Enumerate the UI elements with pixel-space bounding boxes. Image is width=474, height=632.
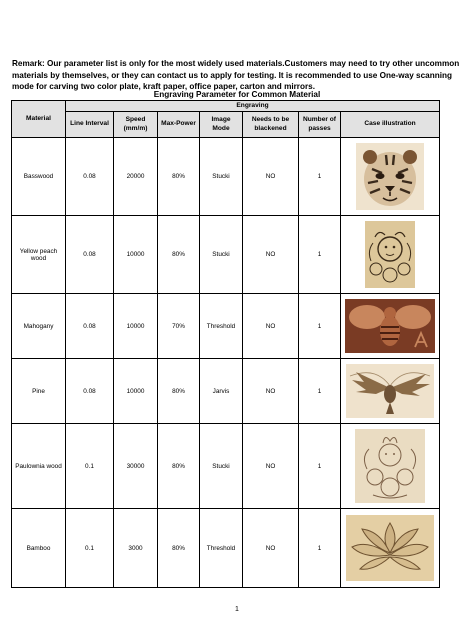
tiger-face-illustration [356, 143, 424, 210]
cell-material: Paulownia wood [12, 424, 66, 509]
cell-blackened: NO [243, 294, 299, 359]
parameter-table [11, 100, 440, 588]
cell-line-interval: 0.1 [66, 509, 114, 588]
remark-text: Remark: Our parameter list is only for the most widely used materials.Customers may need to try other uncommon materials by themselves, or they can contact us to apply for testing. It is recommended to use One-way scanning mode for carving two color plate, kraft paper, office paper, carton and mirrors. [12, 59, 460, 92]
header-image-mode: Image Mode [200, 112, 243, 138]
cell-line-interval: 0.08 [66, 216, 114, 294]
table-row [12, 424, 440, 509]
cell-image-mode: Threshold [200, 294, 243, 359]
cell-blackened: NO [243, 138, 299, 216]
cell-illustration [341, 424, 440, 509]
cell-line-interval: 0.08 [66, 359, 114, 424]
cell-speed: 10000 [114, 216, 158, 294]
table-title: Engraving Parameter for Common Material [153, 90, 321, 99]
header-line-interval: Line Interval [66, 112, 114, 138]
cell-passes: 1 [299, 216, 341, 294]
cell-passes: 1 [299, 424, 341, 509]
eagle-illustration [346, 364, 434, 418]
floral-figure-illustration [355, 429, 425, 503]
cell-line-interval: 0.08 [66, 294, 114, 359]
cell-image-mode: Stucki [200, 138, 243, 216]
lotus-flower-illustration [346, 515, 434, 581]
cell-line-interval: 0.08 [66, 138, 114, 216]
cell-illustration [341, 294, 440, 359]
header-max-power: Max-Power [158, 112, 200, 138]
cell-material: Mahogany [12, 294, 66, 359]
cell-material: Basswood [12, 138, 66, 216]
cell-illustration [341, 216, 440, 294]
header-illustration: Case illustration [341, 112, 440, 138]
cell-passes: 1 [299, 294, 341, 359]
header-passes: Number of passes [299, 112, 341, 138]
cell-speed: 30000 [114, 424, 158, 509]
cell-max-power: 70% [158, 294, 200, 359]
cell-max-power: 80% [158, 216, 200, 294]
cell-max-power: 80% [158, 424, 200, 509]
cell-material: Bamboo [12, 509, 66, 588]
cell-max-power: 80% [158, 509, 200, 588]
cell-max-power: 80% [158, 138, 200, 216]
cell-passes: 1 [299, 509, 341, 588]
cell-illustration [341, 509, 440, 588]
cell-passes: 1 [299, 138, 341, 216]
header-blackened: Needs to be blackened [243, 112, 299, 138]
cell-image-mode: Threshold [200, 509, 243, 588]
floral-portrait-illustration [365, 221, 415, 288]
table-row [12, 294, 440, 359]
cell-speed: 20000 [114, 138, 158, 216]
table-row [12, 216, 440, 294]
cell-blackened: NO [243, 509, 299, 588]
cell-image-mode: Jarvis [200, 359, 243, 424]
cell-image-mode: Stucki [200, 424, 243, 509]
table-row [12, 359, 440, 424]
cell-line-interval: 0.1 [66, 424, 114, 509]
cell-speed: 10000 [114, 359, 158, 424]
cell-material: Yellow peach wood [12, 216, 66, 294]
table-row [12, 509, 440, 588]
header-material: Material [12, 101, 66, 138]
cell-image-mode: Stucki [200, 216, 243, 294]
table-row [12, 138, 440, 216]
cell-illustration [341, 359, 440, 424]
cell-speed: 3000 [114, 509, 158, 588]
cell-material: Pine [12, 359, 66, 424]
header-speed: Speed (mm/m) [114, 112, 158, 138]
header-engraving-group: Engraving [66, 101, 440, 112]
cell-speed: 10000 [114, 294, 158, 359]
cell-illustration [341, 138, 440, 216]
bee-illustration [345, 299, 435, 353]
cell-blackened: NO [243, 424, 299, 509]
cell-passes: 1 [299, 359, 341, 424]
cell-blackened: NO [243, 216, 299, 294]
cell-blackened: NO [243, 359, 299, 424]
cell-max-power: 80% [158, 359, 200, 424]
page-number: 1 [235, 606, 239, 613]
